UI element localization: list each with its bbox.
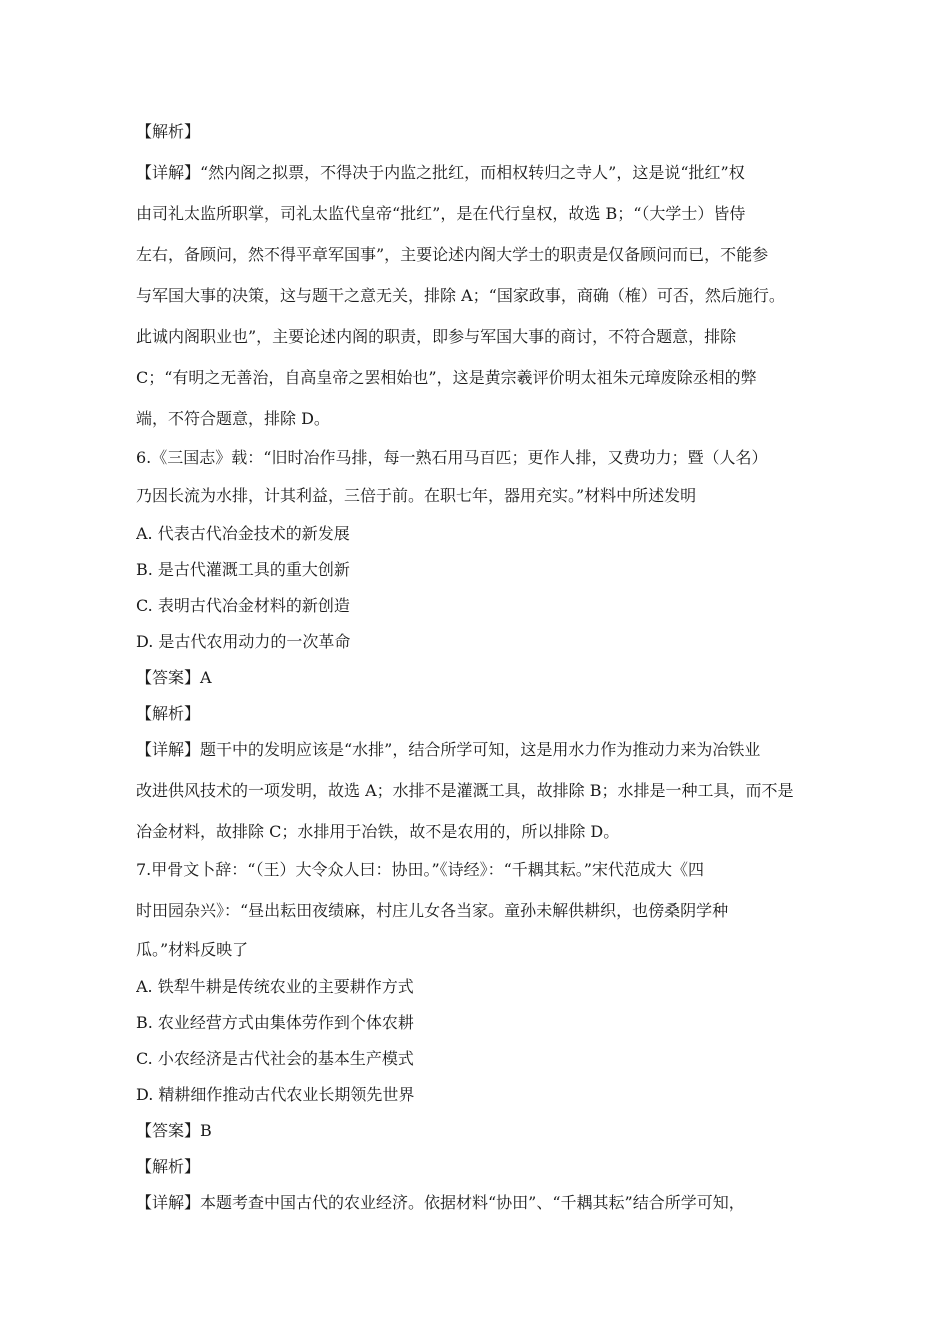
answer-label: 【答案】A bbox=[136, 668, 212, 687]
explanation-text-line: 由司礼太监所职掌，司礼太监代皇帝“批红”，是在代行皇权，故选 B；“（大学士）皆侍 bbox=[136, 204, 746, 223]
question-6-option-c: C. 表明古代冶金材料的新创造 bbox=[136, 596, 350, 615]
explanation-text-line: 与军国大事的决策，这与题干之意无关，排除 A；“国家政事，商确（榷）可否，然后施行。 bbox=[136, 286, 785, 305]
explanation-text-line: 【详解】“然内阁之拟票，不得决于内监之批红，而相权转归之寺人”，这是说“批红”权 bbox=[136, 163, 745, 182]
question-6-option-d: D. 是古代农用动力的一次革命 bbox=[136, 632, 351, 651]
explanation-text-line: 改进供风技术的一项发明，故选 A；水排不是灌溉工具，故排除 B；水排是一种工具，而不是 bbox=[136, 781, 794, 800]
question-7-stem: 时田园杂兴》：“昼出耘田夜绩麻，村庄儿女各当家。童孙未解供耕织，也傍桑阴学种 bbox=[136, 901, 729, 920]
question-6-option-a: A. 代表古代冶金技术的新发展 bbox=[136, 524, 350, 543]
explanation-text-line: 冶金材料，故排除 C；水排用于冶铁，故不是农用的，所以排除 D。 bbox=[136, 822, 620, 841]
section-heading-analysis: 【解析】 bbox=[136, 122, 201, 141]
question-7-stem: 瓜。”材料反映了 bbox=[136, 940, 249, 959]
explanation-text-line: 【详解】题干中的发明应该是“水排”，结合所学可知，这是用水力作为推动力来为冶铁业 bbox=[136, 740, 761, 759]
question-7-option-d: D. 精耕细作推动古代农业长期领先世界 bbox=[136, 1085, 415, 1104]
section-heading-analysis: 【解析】 bbox=[136, 1157, 201, 1176]
question-6-option-b: B. 是古代灌溉工具的重大创新 bbox=[136, 560, 350, 579]
question-6-stem: 乃因长流为水排，计其利益，三倍于前。在职七年，器用充实。”材料中所述发明 bbox=[136, 486, 697, 505]
answer-label: 【答案】B bbox=[136, 1121, 212, 1140]
explanation-text-line: 此诚内阁职业也”，主要论述内阁的职责，即参与军国大事的商讨，不符合题意，排除 bbox=[136, 327, 737, 346]
explanation-text-line: 左右，备顾问，然不得平章军国事”，主要论述内阁大学士的职责是仅备顾问而已，不能参 bbox=[136, 245, 769, 264]
question-7-option-a: A. 铁犁牛耕是传统农业的主要耕作方式 bbox=[136, 977, 414, 996]
question-6-stem: 6.《三国志》载：“旧时冶作马排，每一熟石用马百匹；更作人排，又费功力；暨（人名） bbox=[136, 448, 768, 467]
explanation-text-line: 端，不符合题意，排除 D。 bbox=[136, 409, 330, 428]
explanation-text-line: C；“有明之无善治，自高皇帝之罢相始也”，这是黄宗羲评价明太祖朱元璋废除丞相的弊 bbox=[136, 368, 757, 387]
section-heading-analysis: 【解析】 bbox=[136, 704, 201, 723]
question-7-option-c: C. 小农经济是古代社会的基本生产模式 bbox=[136, 1049, 414, 1068]
explanation-text-line: 【详解】本题考查中国古代的农业经济。依据材料“协田”、“千耦其耘”结合所学可知， bbox=[136, 1193, 745, 1212]
question-7-option-b: B. 农业经营方式由集体劳作到个体农耕 bbox=[136, 1013, 414, 1032]
question-7-stem: 7.甲骨文卜辞：“（王）大令众人曰：协田。”《诗经》：“千耦其耘。”宋代范成大《四 bbox=[136, 860, 704, 879]
